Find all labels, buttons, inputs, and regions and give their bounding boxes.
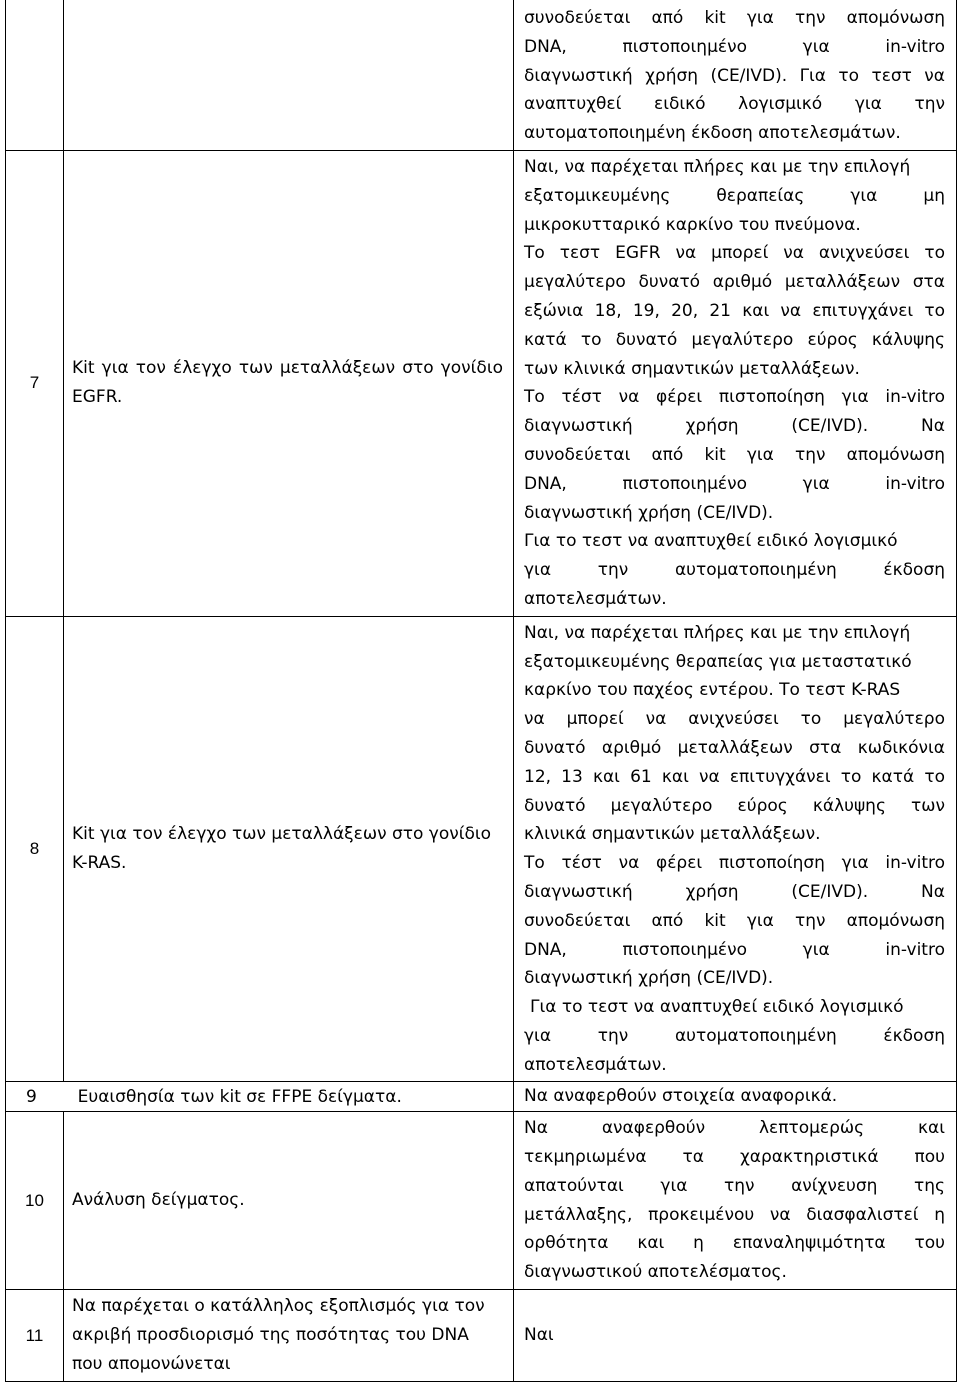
req-line: μετάλλαξης, προκειμένου να διασφαλιστεί η <box>524 1204 945 1225</box>
row-number-cell: 7 <box>6 150 64 616</box>
row-requirement-cell <box>514 616 957 1082</box>
req-line: Το τέστ να φέρει πιστοποίηση για in-vitro <box>524 853 945 874</box>
req-line: Να αναφερθούν λεπτομερώς και <box>524 1118 945 1139</box>
req-line: αποτελεσμάτων. <box>524 588 667 609</box>
req-line: τεκμηριωμένα τα χαρακτηριστικά που <box>524 1147 945 1168</box>
row-number-cell <box>6 0 64 150</box>
row-number: 9 <box>26 1086 37 1107</box>
row-number-cell: 8 <box>6 616 64 1082</box>
req-line: μεγαλύτερο δυνατό αριθμό μεταλλάξεων στα <box>524 272 945 293</box>
req-line: Το τεστ EGFR να μπορεί να ανιχνεύσει το <box>524 243 945 264</box>
row-requirement-cell <box>514 1112 957 1290</box>
req-line: 12, 13 και 61 και να επιτυγχάνει το κατά το <box>524 766 945 787</box>
row-number-cell: 10 <box>6 1112 64 1290</box>
table-row-8 <box>6 616 957 1082</box>
req-line: συνοδεύεται από kit για την απομόνωση <box>524 444 945 465</box>
req-line: εξατομικευμένης θεραπείας για μη <box>524 185 945 206</box>
row-requirement: Ναι <box>524 1325 554 1346</box>
req-line: απατούνται για την ανίχνευση της <box>524 1175 945 1196</box>
req-line: διαγνωστική χρήση (CE/IVD). <box>524 502 774 523</box>
req-line: Για το τεστ να αναπτυχθεί ειδικό λογισμικό <box>524 531 898 552</box>
table-row-11 <box>6 1290 957 1382</box>
row-requirement-cell <box>514 150 957 616</box>
req-line: διαγνωστική χρήση (CE/IVD). Να <box>524 416 945 437</box>
req-line: κλινικά σημαντικών μεταλλάξεων. <box>524 824 821 845</box>
req-line: εξώνια 18, 19, 20, 21 και να επιτυγχάνει το <box>524 300 945 321</box>
req-line: ορθότητα και η επαναληψιμότητα του <box>524 1233 945 1254</box>
req-line: για την αυτοματοποιημένη έκδοση <box>524 1025 945 1046</box>
req-line: διαγνωστική χρήση (CE/IVD). Για το τεστ να <box>524 65 945 86</box>
req-line: δυνατό αριθμό μεταλλάξεων στα κωδικόνια <box>524 737 945 758</box>
row-number-description-cell <box>6 1082 514 1112</box>
table-row-continuation <box>6 0 957 150</box>
row-requirement: Να αναφερθούν στοιχεία αναφορικά. <box>524 1086 838 1107</box>
req-line: των κλινικά σημαντικών μεταλλάξεων. <box>524 358 860 379</box>
table-row-9 <box>6 1082 957 1112</box>
specifications-table <box>5 0 957 1382</box>
req-line: DNA, πιστοποιημένο για in-vitro <box>524 939 945 960</box>
req-line: συνοδεύεται από kit για την απομόνωση <box>524 910 945 931</box>
row-description: Kit για τον έλεγχο των μεταλλάξεων στο γονίδιο EGFR. <box>72 358 503 408</box>
table-row-10 <box>6 1112 957 1290</box>
req-line: αυτοματοποιημένη έκδοση αποτελεσμάτων. <box>524 123 901 144</box>
req-line: εξατομικευμένης θεραπείας για μεταστατικό <box>524 651 912 672</box>
row-requirement-cell <box>514 1290 957 1382</box>
row-description-cell <box>64 616 514 1082</box>
row-description-cell <box>64 1290 514 1382</box>
req-line: Ναι, να παρέχεται πλήρες και με την επιλογή <box>524 622 911 643</box>
req-line: κατά το δυνατό μεγαλύτερο εύρος κάλυψης <box>524 329 945 350</box>
req-line: DNA, πιστοποιημένο για in-vitro <box>524 36 945 57</box>
req-line: αποτελεσμάτων. <box>524 1054 667 1075</box>
req-line: μικροκυτταρικό καρκίνο του πνεύμονα. <box>524 214 861 235</box>
req-line: Το τέστ να φέρει πιστοποίηση για in-vitro <box>524 387 945 408</box>
row-description-cell <box>64 1112 514 1290</box>
req-line: αναπτυχθεί ειδικό λογισμικό για την <box>524 94 945 115</box>
row-description: Ευαισθησία των kit σε FFPE δείγματα. <box>77 1086 402 1107</box>
req-line: διαγνωστική χρήση (CE/IVD). <box>524 968 774 989</box>
req-line: διαγνωστικού αποτελέσματος. <box>524 1262 787 1283</box>
req-line: συνοδεύεται από kit για την απομόνωση <box>524 8 945 28</box>
req-line: να μπορεί να ανιχνεύσει το μεγαλύτερο <box>524 709 945 730</box>
req-line: Ναι, να παρέχεται πλήρες και με την επιλογή <box>524 156 911 177</box>
row-number-cell: 11 <box>6 1290 64 1382</box>
req-line: DNA, πιστοποιημένο για in-vitro <box>524 473 945 494</box>
req-line: Για το τεστ να αναπτυχθεί ειδικό λογισμικό <box>530 997 904 1018</box>
req-line: διαγνωστική χρήση (CE/IVD). Να <box>524 881 945 902</box>
row-description: Να παρέχεται ο κατάλληλος εξοπλισμός για τον ακριβή προσδιορισμό της ποσότητας του DNA που απομονώνεται <box>72 1296 485 1375</box>
table-row-7 <box>6 150 957 616</box>
req-line: καρκίνο του παχέος εντέρου. Το τεστ K-RAS <box>524 680 901 701</box>
row-description: Ανάλυση δείγματος. <box>72 1190 245 1211</box>
row-description: Kit για τον έλεγχο των μεταλλάξεων στο γονίδιο K-RAS. <box>72 824 492 874</box>
row-description-cell <box>64 0 514 150</box>
row-description-cell <box>64 150 514 616</box>
req-line: για την αυτοματοποιημένη έκδοση <box>524 560 945 581</box>
row-requirement-cell <box>514 0 957 150</box>
row-requirement-cell <box>514 1082 957 1112</box>
req-line: δυνατό μεγαλύτερο εύρος κάλυψης των <box>524 795 945 816</box>
